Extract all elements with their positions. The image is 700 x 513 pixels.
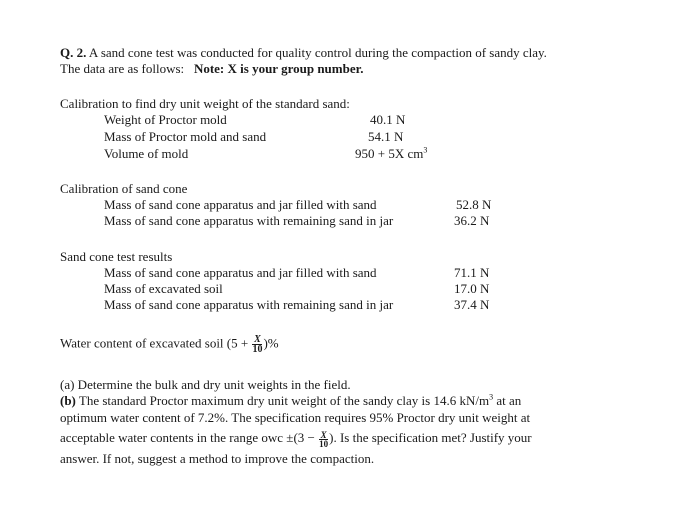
- question-line-1: [60, 45, 547, 60]
- part-b-line-3: [60, 430, 532, 448]
- owc-fraction: [319, 431, 328, 448]
- test-results-label-3: Mass of sand cone apparatus with remaining sand in jar: [104, 297, 394, 312]
- question-intro: A sand cone test was conducted for quality control during the compaction of sandy clay.: [86, 45, 547, 60]
- fraction-denominator: 10: [252, 344, 263, 355]
- calibration-cone-heading: Calibration of sand cone: [60, 181, 188, 196]
- calibration-sand-heading: Calibration to find dry unit weight of the standard sand:: [60, 96, 350, 111]
- owc-fraction-numerator: X: [320, 429, 327, 440]
- calibration-sand-label-3: Volume of mold: [104, 146, 189, 161]
- water-content-suffix: )%: [263, 335, 279, 351]
- group-note: Note: X is your group number.: [193, 61, 364, 76]
- part-b-line-2: optimum water content of 7.2%. The specification requires 95% Proctor dry unit weight at: [60, 410, 531, 425]
- calibration-sand-label-2: Mass of Proctor mold and sand: [104, 129, 267, 144]
- test-results-heading: Sand cone test results: [60, 249, 173, 264]
- part-b-label: (b): [60, 393, 76, 408]
- owc-fraction-denominator: 10: [319, 438, 329, 449]
- test-results-label-1: Mass of sand cone apparatus and jar filled with sand: [104, 265, 377, 280]
- part-b-line-4: answer. If not, suggest a method to improve the compaction.: [60, 451, 375, 466]
- part-a: (a) Determine the bulk and dry unit weights in the field.: [60, 377, 351, 392]
- mold-volume-value: 950 + 5X cm: [355, 146, 424, 161]
- part-b-text-1: The standard Proctor maximum dry unit weight of the sandy clay is 14.6 kN/m: [75, 393, 490, 408]
- question-line-2: [60, 61, 363, 76]
- calibration-cone-value-2: 36.2 N: [454, 213, 490, 228]
- calibration-sand-value-1: 40.1 N: [370, 112, 406, 127]
- fraction-numerator: X: [254, 334, 261, 345]
- cubed-superscript-b: 3: [489, 392, 494, 402]
- test-results-label-2: Mass of excavated soil: [104, 281, 223, 296]
- part-b-text-3-pre: acceptable water contents in the range owc ±(3 −: [60, 430, 319, 445]
- water-content-line: [60, 335, 279, 354]
- calibration-cone-label-1: Mass of sand cone apparatus and jar filled with sand: [104, 197, 377, 212]
- calibration-cone-value-1: 52.8 N: [456, 197, 492, 212]
- part-b-text-3-post: ). Is the specification met? Justify your: [329, 430, 532, 445]
- water-content-prefix: Water content of excavated soil (5 +: [60, 335, 252, 351]
- data-intro: The data are as follows:: [60, 61, 185, 76]
- calibration-cone-label-2: Mass of sand cone apparatus with remaining sand in jar: [104, 213, 394, 228]
- calibration-sand-label-1: Weight of Proctor mold: [104, 112, 227, 127]
- part-b-line-1: [60, 393, 521, 408]
- cubed-superscript: 3: [423, 145, 428, 155]
- test-results-value-3: 37.4 N: [454, 297, 490, 312]
- water-content-fraction: [252, 335, 262, 354]
- calibration-sand-value-2: 54.1 N: [368, 129, 404, 144]
- calibration-sand-value-3: [355, 146, 427, 161]
- test-results-value-1: 71.1 N: [454, 265, 490, 280]
- part-b-text-1-end: at an: [493, 393, 522, 408]
- question-number: Q. 2.: [60, 45, 87, 60]
- test-results-value-2: 17.0 N: [454, 281, 490, 296]
